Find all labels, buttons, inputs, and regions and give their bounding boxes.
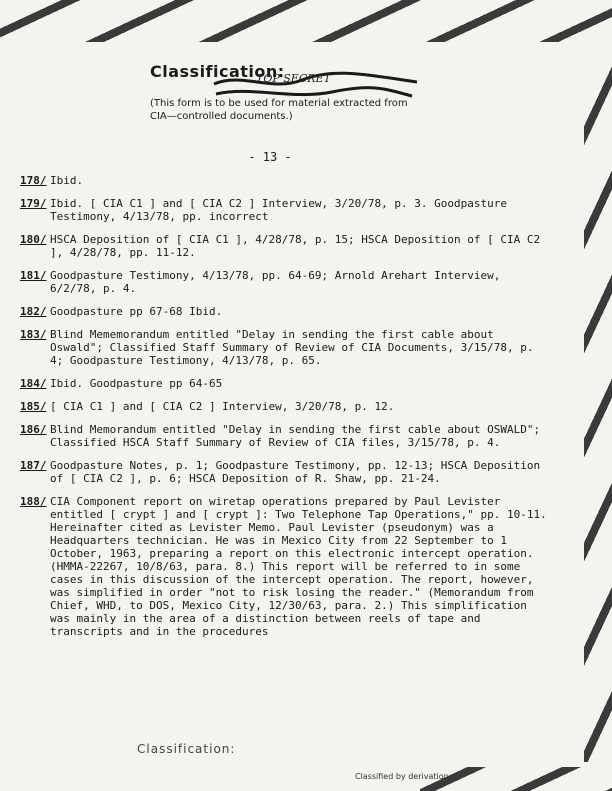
footnote-181: [20, 269, 568, 295]
footnote-number: 181/: [20, 269, 47, 282]
border-stripes-right: [584, 42, 612, 762]
footnote-number: 179/: [20, 197, 47, 210]
footnote-186: [20, 423, 568, 449]
handwritten-marking: TOP SECRET: [256, 72, 331, 85]
footnote-182: [20, 305, 568, 318]
footnote-number: 184/: [20, 377, 47, 390]
footnote-188: [20, 495, 568, 638]
page-number: - 13 -: [248, 150, 292, 164]
footnote-number: 187/: [20, 459, 47, 472]
footnote-text: Goodpasture Notes, p. 1; Goodpasture Testimony, pp. 12-13; HSCA Deposition of [ CIA C2 ], p. 6; HSCA Deposition of R. Shaw, pp. 21-24.: [50, 459, 541, 485]
footnote-number: 183/: [20, 328, 47, 341]
footnote-text: HSCA Deposition of [ CIA C1 ], 4/28/78, p. 15; HSCA Deposition of [ CIA C2 ], 4/28/78, pp. 11-12.: [50, 233, 541, 259]
footnote-text: Ibid.: [50, 174, 84, 187]
footnote-text: Goodpasture Testimony, 4/13/78, pp. 64-69; Arnold Arehart Interview, 6/2/78, p. 4.: [50, 269, 501, 295]
footer-classification-label: Classification:: [137, 742, 236, 756]
form-note: (This form is to be used for material extracted from CIA—controlled documents.): [150, 98, 408, 122]
footnote-text: Blind Mememorandum entitled "Delay in sending the first cable about Oswald"; Classified Staff Summary of Review of CIA Documents, 3/15/78, p. 4; Goodpasture Testimony, 4/13/78, p. 65.: [50, 328, 534, 367]
footnote-184: [20, 377, 568, 390]
footnote-text: Blind Memorandum entitled "Delay in sending the first cable about OSWALD"; Classified HSCA Staff Summary of Review of CIA files, 3/15/78, p. 4.: [50, 423, 541, 449]
footnote-180: [20, 233, 568, 259]
classification-label: Classification:: [150, 62, 285, 81]
footnote-text: Ibid. Goodpasture pp 64-65: [50, 377, 223, 390]
footnote-178: [20, 174, 568, 187]
footnote-187: [20, 459, 568, 485]
footnote-179: [20, 197, 568, 223]
footnote-number: 178/: [20, 174, 47, 187]
footnote-text: Goodpasture pp 67-68 Ibid.: [50, 305, 223, 318]
footnote-183: [20, 328, 568, 367]
footnote-185: [20, 400, 568, 413]
footnote-text: CIA Component report on wiretap operations prepared by Paul Levister entitled [ crypt ] and [ crypt ]: Two Telephone Tap Operations," pp. 10-11. Hereinafter cited as Levister Memo. Paul Levister (pseudonym) was a Headquarters technician. He was in Mexico City from 22 September to 1 October, 1963, preparing a report on this electronic intercept operation. (HMMA-22267, 10/8/63, para. 8.) This report will be referred to in some cases in this discussion of the intercept operation. The report, however, was simplified in order "not to risk losing the reader." (Memorandum from Chief, WHD, to DOS, Mexico City, 12/30/63, para. 2.) This simplification was mainly in the area of a distinction between reels of tape and transcripts and in the procedures: [50, 495, 547, 638]
footnote-text: [ CIA C1 ] and [ CIA C2 ] Interview, 3/20/78, p. 12.: [50, 400, 395, 413]
footnote-number: 182/: [20, 305, 47, 318]
footnote-number: 185/: [20, 400, 47, 413]
footnote-text: Ibid. [ CIA C1 ] and [ CIA C2 ] Interview, 3/20/78, p. 3. Goodpasture Testimony, 4/13/78, pp. incorrect: [50, 197, 507, 223]
footnote-number: 180/: [20, 233, 47, 246]
classified-by-derivation: Classified by derivation:: [355, 772, 452, 781]
footnote-number: 186/: [20, 423, 47, 436]
border-stripes-top: [0, 0, 612, 42]
footnote-list: [20, 166, 568, 648]
footnote-number: 188/: [20, 495, 47, 508]
